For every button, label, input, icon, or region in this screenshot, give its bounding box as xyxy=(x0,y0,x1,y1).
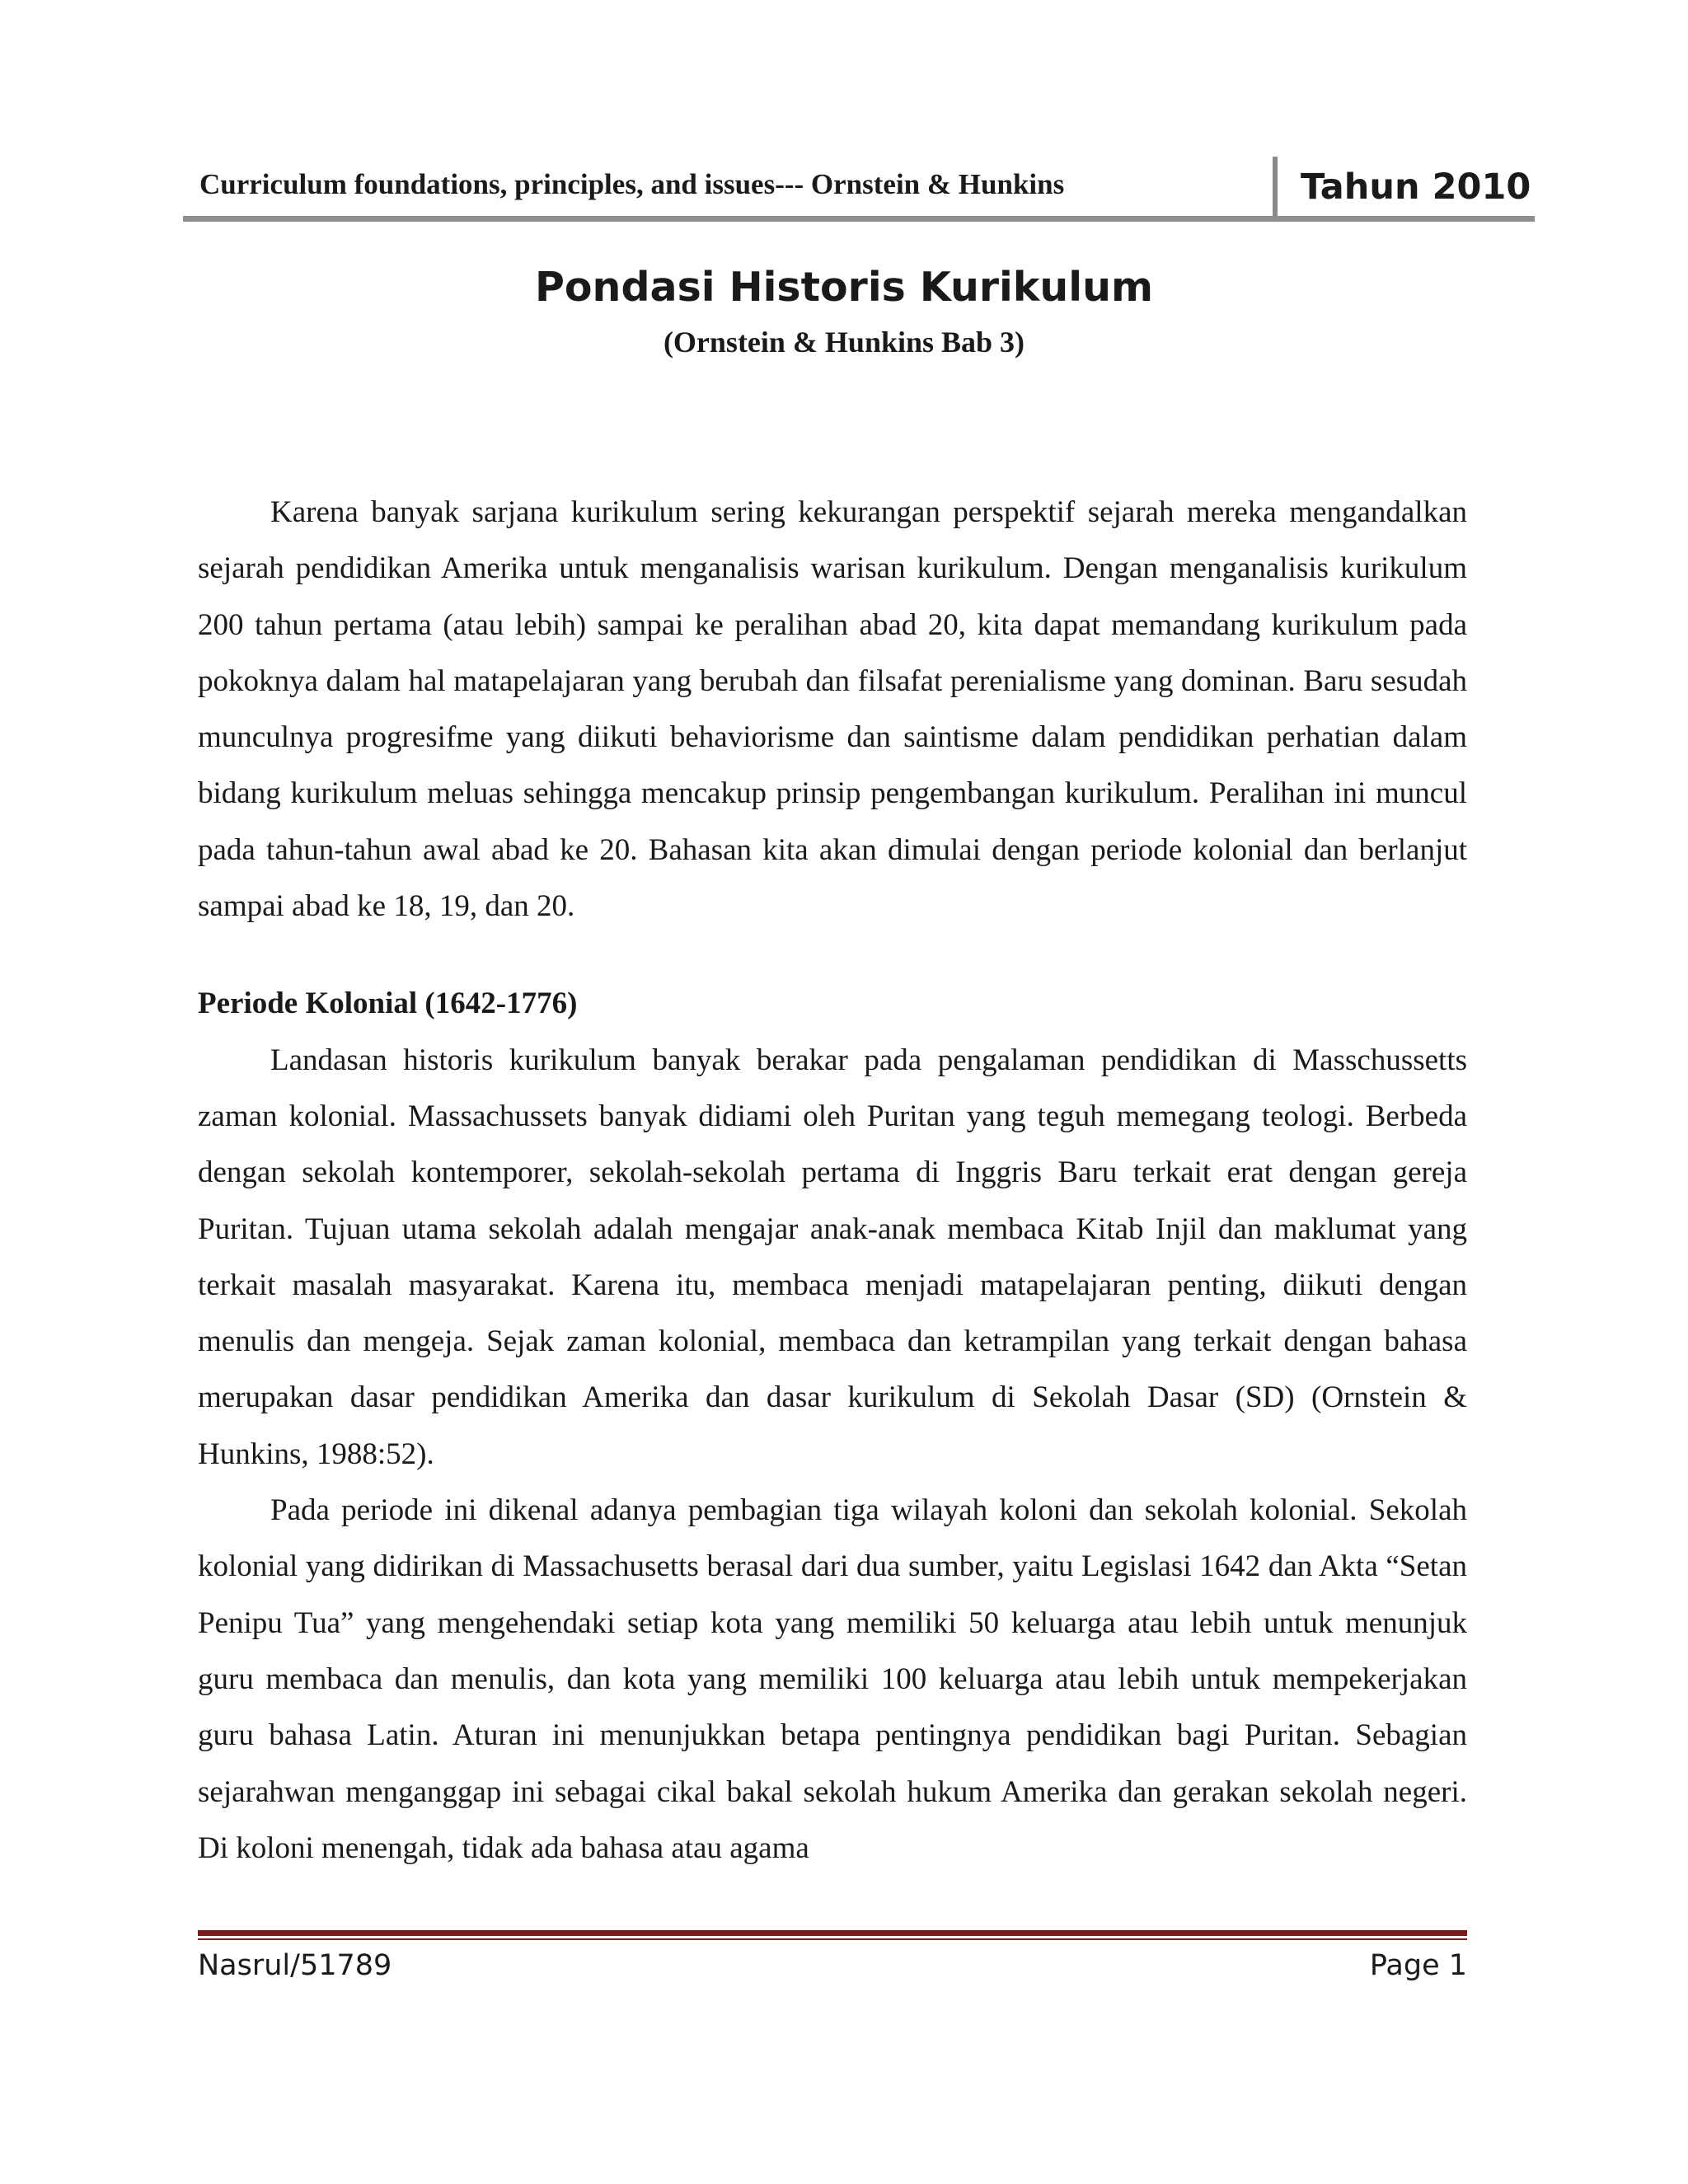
page-title: Pondasi Historis Kurikulum xyxy=(534,264,1154,311)
document-body xyxy=(198,485,1467,1877)
paragraph-colonial-2: Pada periode ini dikenal adanya pembagian tiga wilayah koloni dan sekolah kolonial. Sekolah kolonial yang didirikan di Massachusetts berasal dari dua sumber, yaitu Legislasi 1642 dan Akta “Setan Penipu Tua” yang mengehendaki setiap kota yang memiliki 50 keluarga atau lebih untuk menunjuk guru membaca dan menulis, dan kota yang memiliki 100 keluarga atau lebih untuk mempekerjakan guru bahasa Latin. Aturan ini menunjukkan betapa pentingnya pendidikan bagi Puritan. Sebagian sejarahwan menganggap ini sebagai cikal bakal sekolah hukum Amerika dan gerakan sekolah negeri. Di koloni menengah, tidak ada bahasa atau agama xyxy=(198,1493,1467,1865)
header-divider xyxy=(1273,157,1278,221)
page-subtitle: (Ornstein & Hunkins Bab 3) xyxy=(663,326,1025,359)
footer-rule-thick xyxy=(198,1930,1467,1936)
footer-page-number: Page 1 xyxy=(1369,1949,1467,1982)
footer-rule-thin xyxy=(198,1938,1467,1940)
paragraph-intro: Karena banyak sarjana kurikulum sering kekurangan perspektif sejarah mereka mengandalkan sejarah pendidikan Amerika untuk menganalisis warisan kurikulum. Dengan menganalisis kurikulum 200 tahun pertama (atau lebih) sampai ke peralihan abad 20, kita dapat memandang kurikulum pada pokoknya dalam hal matapelajaran yang berubah dan filsafat perenialisme yang dominan. Baru sesudah munculnya progresifme yang diikuti behaviorisme dan saintisme dalam pendidikan perhatian dalam bidang kurikulum meluas sehingga mencakup prinsip pengembangan kurikulum. Peralihan ini muncul pada tahun-tahun awal abad ke 20. Bahasan kita akan dimulai dengan periode kolonial dan berlanjut sampai abad ke 18, 19, dan 20. xyxy=(198,495,1467,924)
header-book-title: Curriculum foundations, principles, and issues--- Ornstein & Hunkins xyxy=(199,168,1065,200)
section-heading-colonial: Periode Kolonial (1642-1776) xyxy=(198,987,578,1021)
page-header xyxy=(183,157,1535,224)
footer-author: Nasrul/51789 xyxy=(198,1949,392,1982)
header-year: Tahun 2010 xyxy=(1301,166,1531,208)
paragraph-colonial-1: Landasan historis kurikulum banyak berakar pada pengalaman pendidikan di Masschussetts zaman kolonial. Massachussets banyak didiami oleh Puritan yang teguh memegang teologi. Berbeda dengan sekolah kontemporer, sekolah-sekolah pertama di Inggris Baru terkait erat dengan gereja Puritan. Tujuan utama sekolah adalah mengajar anak-anak membaca Kitab Injil dan maklumat yang terkait masalah masyarakat. Karena itu, membaca menjadi matapelajaran penting, diikuti dengan menulis dan mengeja. Sejak zaman kolonial, membaca dan ketrampilan yang terkait dengan bahasa merupakan dasar pendidikan Amerika dan dasar kurikulum di Sekolah Dasar (SD) (Ornstein & Hunkins, 1988:52). xyxy=(198,1043,1467,1471)
header-rule xyxy=(183,216,1535,222)
